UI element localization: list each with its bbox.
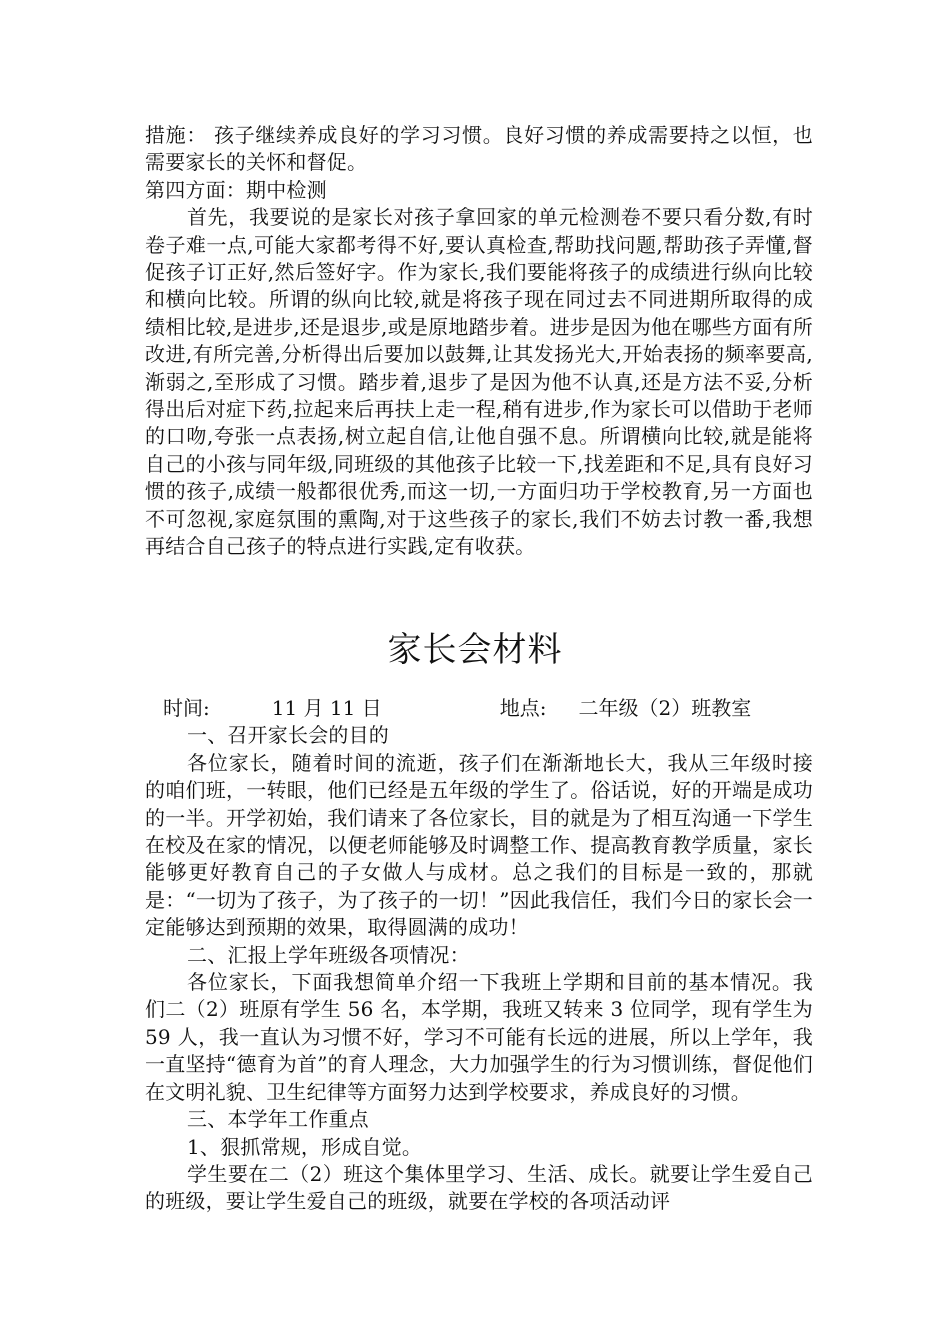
meeting-info xyxy=(145,695,813,722)
heading-1: 一、召开家长会的目的 xyxy=(187,723,389,748)
midterm-paragraph: 首先，我要说的是家长对孩子拿回家的单元检测卷不要只看分数,有时卷子难一点,可能大家都考得不好,要认真检查,帮助找问题,帮助孩子弄懂,督促孩子订正好,然后签好字。作为家长,我们要能将孩子的成绩进行纵向比较和横向比较。所谓的纵向比较,就是将孩子现在同过去不同进期所取得的成绩相比较,是进步,还是退步,或是原地踏步着。进步是因为他在哪些方面有所改进,有所完善,分析得出后要加以鼓舞,让其发扬光大,开始表扬的频率要高,渐弱之,至形成了习惯。踏步着,退步了是因为他不认真,还是方法不妥,分析得出后对症下药,拉起来后再扶上走一程,稍有进步,作为家长可以借助于老师的口吻,夸张一点表扬,树立起自信,让他自强不息。所谓横向比较,就是能将自己的小孩与同年级,同班级的其他孩子比较一下,找差距和不足,具有良好习惯的孩子,成绩一般都很优秀,而这一切,一方面归功于学校教育,另一方面也不可忽视,家庭氛围的熏陶,对于这些孩子的家长,我们不妨去讨教一番,我想再结合自己孩子的特点进行实践,定有收获。 xyxy=(145,205,813,559)
section-2 xyxy=(145,695,813,1216)
paragraph-1: 各位家长，随着时间的流逝，孩子们在渐渐地长大，我从三年级时接的咱们班，一转眼，他们已经是五年级的学生了。俗话说，好的开端是成功的一半。开学初始，我们请来了各位家长，目的就是为了相互沟通一下学生在校及在家的情况，以便老师能够及时调整工作、提高教育教学质量，家长能够更好教育自己的子女做人与成材。总之我们的目标是一致的，那就是：“一切为了孩子，为了孩子的一切！”因此我信任，我们今日的家长会一定能够达到预期的效果，取得圆满的成功！ xyxy=(145,750,813,940)
paragraph-2: 各位家长，下面我想简单介绍一下我班上学期和目前的基本情况。我们二（2）班原有学生 56 名，本学期，我班又转来 3 位同学，现有学生为 59 人，我一直认为习惯不好，学习不可能有长远的进展，所以上学年，我一直坚持“德育为首”的育人理念，大力加强学生的行为习惯训练，督促他们在文明礼貌、卫生纪律等方面努力达到学校要求，养成良好的习惯。 xyxy=(145,970,813,1104)
page-title: 家长会材料 xyxy=(387,630,563,670)
time-value: 11 月 11 日 xyxy=(271,696,382,720)
place-value: 二年级（2）班教室 xyxy=(578,696,752,720)
paragraph-3: 学生要在二（2）班这个集体里学习、生活、成长。就要让学生爱自己的班级，要让学生爱自己的班级，就要在学校的各项活动评 xyxy=(145,1161,813,1214)
place-label: 地点: xyxy=(499,696,547,720)
heading-2: 二、汇报上学年班级各项情况： xyxy=(187,942,470,967)
time-label: 时间: xyxy=(163,696,210,720)
section-1 xyxy=(145,122,813,561)
measures-paragraph: 措施： 孩子继续养成良好的学习习惯。良好习惯的养成需要持之以恒，也需要家长的关怀和督促。 xyxy=(145,123,813,175)
heading-3: 三、本学年工作重点 xyxy=(187,1107,369,1132)
section-heading-4: 第四方面：期中检测 xyxy=(145,177,327,202)
heading-3-1: 1、狠抓常规，形成自觉。 xyxy=(187,1134,423,1159)
title-block xyxy=(145,628,805,672)
